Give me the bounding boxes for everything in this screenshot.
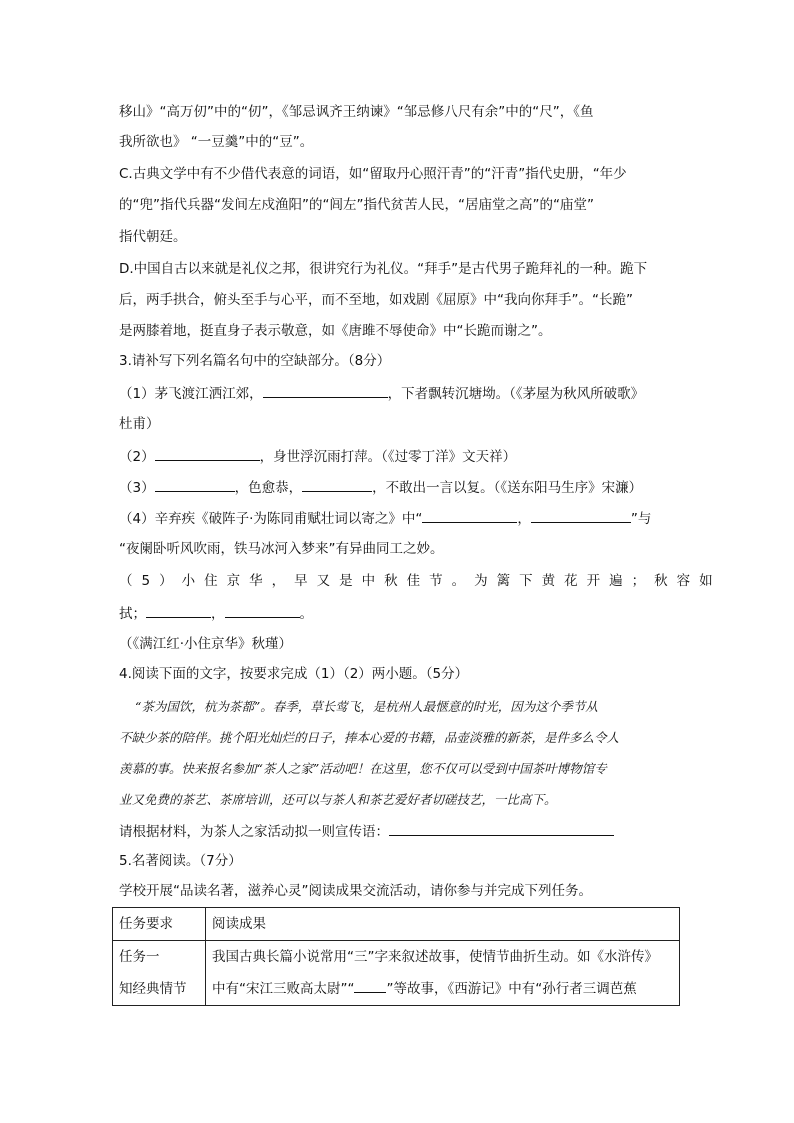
question-4-prompt [119,821,614,842]
table-row [113,941,680,1006]
q3-5-text: ， [211,606,225,622]
task-table [112,907,680,1006]
question-5-intro: 学校开展“品读名著，滋养心灵”阅读成果交流活动，请你参与并完成下列任务。 [119,883,592,899]
option-c-line: C.古典文学中有不少借代表意的词语，如“留取丹心照汗青”的“汗青”指代史册，“年少 [119,166,627,182]
q3-5-text: （5）小住京华，早又是中秋佳节。为篱下黄花开遍；秋容如 [119,573,722,589]
table-header-row [113,908,680,941]
answer-blank[interactable] [155,446,260,461]
passage-line: 业又免费的茶艺、茶席培训，还可以与茶人和茶艺爱好者切磋技艺，一比高下。 [119,792,557,807]
task-one-result [206,941,680,1006]
q3-item-2 [119,446,516,467]
task-one-text [212,973,673,1005]
q3-item-5-cont [119,603,313,624]
option-d-line: 是两膝着地，挺直身子表示敬意，如《唐雎不辱使命》中“长跪而谢之”。 [119,323,552,339]
option-c-line: 指代朝廷。 [119,229,187,245]
q3-item-3 [119,477,642,498]
q3-3-text: ，色愈恭， [234,480,303,496]
q3-4-text: ， [517,511,531,527]
q3-2-text: ，身世浮沉雨打萍。（《过零丁洋》文天祥） [259,449,517,465]
answer-blank[interactable] [263,383,388,398]
answer-blank[interactable] [155,477,235,492]
answer-blank[interactable] [354,978,386,993]
option-c-line: 的“兜”指代兵器“发间左戍渔阳”的“闾左”指代贫苦人民，“居庙堂之高”的“庙堂” [119,197,594,213]
task-one-text: 我国古典长篇小说常用“三”字来叙述故事，使情节曲折生动。如《水浒传》 [212,949,658,965]
header-task: 任务要求 [113,908,206,941]
task-one-label: 知经典情节 [119,981,187,997]
passage-line: 不缺少茶的陪伴。挑个阳光灿烂的日子，捧本心爱的书籍，品壶淡雅的新茶，是件多么令人 [119,730,620,745]
question-3-heading: 3.请补写下列名篇名句中的空缺部分。（8分） [119,353,391,369]
task-one-text-part: 中有“宋江三败高太尉”“ [212,981,355,997]
q3-3-text: （3） [119,480,155,496]
q3-item-1 [119,383,644,404]
q3-item-1-author: 杜甫） [119,416,160,432]
passage-line: 羡慕的事。快来报名参加“茶人之家”活动吧！在这里，您不仅可以受到中国茶叶博物馆专 [119,761,607,776]
question-4-heading: 4.阅读下面的文字，按要求完成（1）（2）两小题。（5分） [119,666,469,682]
task-one-name [113,941,206,1006]
task-one-text-part: ”等故事，《西游记》中有“孙行者三调芭蕉 [386,981,637,997]
task-one-label: 任务一 [119,949,160,965]
option-d-line: 后，两手拱合，俯头至手与心平，而不至地，如戏剧《屈原》中“我向你拜手”。“长跪” [119,292,633,308]
slogan-answer-blank[interactable] [389,821,614,836]
answer-blank[interactable] [146,603,211,618]
q3-4-text: （4）辛弃疾《破阵子·为陈同甫赋壮词以寄之》中“ [119,511,423,527]
option-d-line: D.中国自古以来就是礼仪之邦，很讲究行为礼仪。“拜手”是古代男子跪拜礼的一种。跪下 [119,261,648,277]
text-line: 我所欲也》 “一豆羹”中的“豆”。 [119,134,314,150]
passage-line: “茶为国饮，杭为茶都”。春季，草长莺飞，是杭州人最惬意的时光，因为这个季节从 [135,699,598,714]
q3-4-text: ”与 [630,511,652,527]
q3-5-text: 。 [299,606,313,622]
q3-1-text: ，下者飘转沉塘坳。（《茅屋为秋风所破歌》 [387,386,645,402]
answer-blank[interactable] [225,603,300,618]
q3-1-text: （1）茅飞渡江洒江郊， [119,386,263,402]
answer-blank[interactable] [531,508,631,523]
q3-item-4-cont: “夜阑卧听风吹雨，铁马冰河入梦来”有异曲同工之妙。 [119,541,444,557]
header-result: 阅读成果 [206,908,680,941]
answer-blank[interactable] [302,477,372,492]
question-5-heading: 5.名著阅读。（7分） [119,853,242,869]
q3-2-text: （2） [119,449,155,465]
q3-item-4 [119,508,651,529]
q4-prompt-text: 请根据材料，为茶人之家活动拟一则宣传语： [119,824,389,840]
q3-5-text: 拭； [119,606,146,622]
answer-blank[interactable] [422,508,517,523]
q3-item-5-author: （《满江红·小住京华》秋瑾） [119,636,293,652]
text-line: 移山》“高万仞”中的“仞”，《邹忌讽齐王纳谏》“邹忌修八尺有余”中的“尺”，《鱼 [119,104,594,120]
q3-3-text: ，不敢出一言以复。（《送东阳马生序》宋濂） [372,480,643,496]
q3-item-5 [119,571,722,591]
